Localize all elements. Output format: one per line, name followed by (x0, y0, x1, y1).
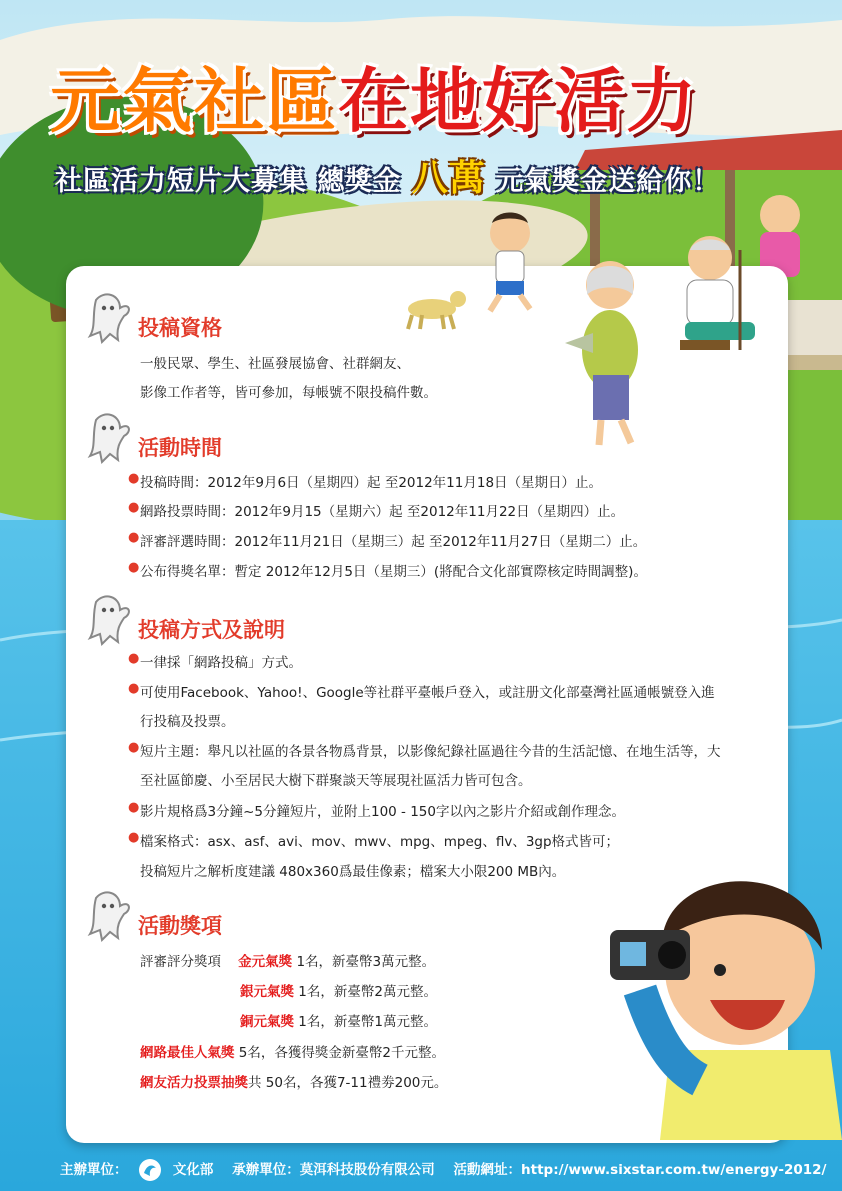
bullet-icon: ● (128, 800, 140, 815)
bullet-icon: ● (128, 740, 140, 755)
jury-label: 評審評分獎項 (140, 954, 221, 970)
award-silver-line (240, 980, 437, 1000)
award-bronze-line (240, 1010, 437, 1030)
award-popular-line (140, 1041, 445, 1061)
silver-award-desc: 1名，新臺幣2萬元整。 (298, 984, 437, 1000)
bullet-icon: ● (128, 471, 140, 486)
ghost-mascot-icon (86, 292, 132, 344)
old-man-erhu-illustration (665, 230, 765, 370)
poster-subtitle (55, 150, 720, 201)
executor-name: 莫洱科技股份有限公司 (299, 1162, 435, 1178)
lottery-award-desc: 共 50名，各獲7-11禮劵200元。 (248, 1075, 448, 1091)
camera-boy-illustration (600, 850, 842, 1140)
submission-item-cont: 至社區節慶、小至居民大樹下群聚談天等展現社區活力皆可包含。 (140, 773, 532, 789)
eligibility-line-2: 影像工作者等，皆可參加，每帳號不限投稿件數。 (140, 385, 437, 401)
bullet-icon: ● (128, 830, 140, 845)
submission-item: 可使用Facebook、Yahoo!、Google等社群平臺帳戶登入，或註册文化部臺灣社區通帳號登入進 (140, 685, 715, 701)
submission-item-cont: 投稿短片之解析度建議 480x360爲最佳像素；檔案大小限200 MB內。 (140, 864, 566, 880)
prize-amount: 八萬 (411, 158, 486, 199)
poster-title (50, 45, 698, 146)
award-jury-line (140, 950, 435, 970)
section-title-submission: 投稿方式及說明 (138, 618, 285, 642)
organizer-name: 文化部 (172, 1162, 214, 1178)
submission-item: 短片主題：舉凡以社區的各景各物爲背景，以影像紀錄社區過往今昔的生活記憶、在地生活等，大 (140, 744, 721, 760)
subtitle-part-2: 元氣獎金送給你！ (496, 166, 721, 197)
bullet-icon: ● (128, 500, 140, 515)
schedule-item: 公布得獎名單：暫定 2012年12月5日（星期三）(將配合文化部實際核定時間調整)。 (140, 564, 647, 580)
popular-award-desc: 5名，各獲得獎金新臺幣2千元整。 (238, 1045, 445, 1061)
bullet-icon: ● (128, 681, 140, 696)
bullet-icon: ● (128, 651, 140, 666)
footer (60, 1158, 826, 1182)
title-part-2: 在地好活力 (338, 60, 698, 142)
old-man-walking-illustration (565, 255, 655, 450)
dog-illustration (400, 285, 470, 330)
executor-label: 承辦單位： (232, 1162, 300, 1178)
submission-item-cont: 行投稿及投票。 (140, 714, 235, 730)
title-part-1: 元氣社區 (50, 60, 338, 142)
award-lottery-line (140, 1071, 447, 1091)
bullet-icon: ● (128, 560, 140, 575)
lottery-award-name: 網友活力投票抽獎 (140, 1075, 248, 1091)
organizer-label: 主辦單位： (60, 1162, 128, 1178)
bronze-award-name: 銅元氣獎 (240, 1014, 294, 1030)
ghost-mascot-icon (86, 594, 132, 646)
gold-award-desc: 1名，新臺幣3萬元整。 (296, 954, 436, 970)
bronze-award-desc: 1名，新臺幣1萬元整。 (298, 1014, 437, 1030)
running-boy-illustration (470, 205, 550, 315)
ghost-mascot-icon (86, 890, 132, 942)
schedule-item: 投稿時間：2012年9月6日（星期四）起 至2012年11月18日（星期日）止。 (140, 475, 603, 491)
submission-item: 一律採「網路投稿」方式。 (140, 655, 302, 671)
schedule-item: 網路投票時間：2012年9月15（星期六）起 至2012年11月22日（星期四）止。 (140, 504, 625, 520)
section-title-eligibility: 投稿資格 (138, 316, 222, 340)
section-title-awards: 活動獎項 (138, 914, 222, 938)
gold-award-name: 金元氣獎 (238, 954, 293, 970)
submission-item: 檔案格式：asx、asf、avi、mov、mwv、mpg、mpeg、flv、3gp格式皆可； (140, 834, 620, 850)
section-title-schedule: 活動時間 (138, 436, 222, 460)
eligibility-line-1: 一般民眾、學生、社區發展協會、社群網友、 (140, 356, 410, 372)
subtitle-part-1: 社區活力短片大募集 總獎金 (55, 166, 402, 197)
bullet-icon: ● (128, 530, 140, 545)
popular-award-name: 網路最佳人氣獎 (140, 1045, 235, 1061)
ministry-culture-logo-icon (138, 1158, 162, 1182)
ghost-mascot-icon (86, 412, 132, 464)
schedule-item: 評審評選時間：2012年11月21日（星期三）起 至2012年11月27日（星期二）止。 (140, 534, 647, 550)
website-link[interactable]: http://www.sixstar.com.tw/energy-2012/ (521, 1162, 827, 1178)
submission-item: 影片規格爲3分鐘~5分鐘短片，並附上100 - 150字以內之影片介紹或創作理念。 (140, 804, 625, 820)
website-label: 活動網址： (453, 1162, 522, 1178)
silver-award-name: 銀元氣獎 (240, 984, 294, 1000)
